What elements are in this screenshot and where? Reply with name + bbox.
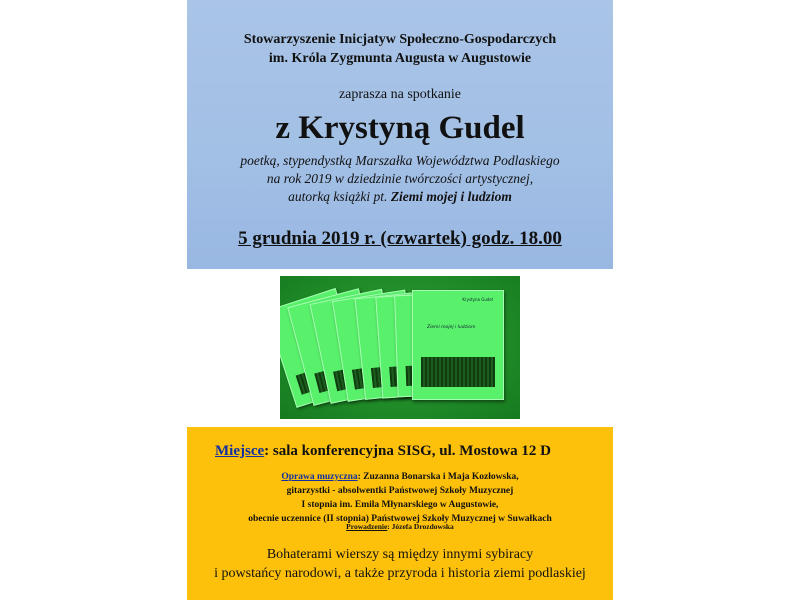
event-datetime: 5 grudnia 2019 r. (czwartek) godz. 18.00 bbox=[238, 228, 562, 249]
music-line3: obecnie uczennice (II stopnia) Państwowej Szkoły Muzycznej w Suwałkach bbox=[248, 514, 552, 524]
music-line2: I stopnia im. Emila Młynarskiego w Augustowie, bbox=[301, 500, 499, 510]
speaker-description-line3 bbox=[187, 188, 613, 205]
book-title: Ziemi mojej i ludziom bbox=[390, 189, 512, 204]
speaker-description-line2: na rok 2019 w dziedzinie twórczości artystycznej, bbox=[266, 171, 534, 186]
details-panel bbox=[187, 427, 613, 600]
books-photo bbox=[280, 276, 520, 419]
venue bbox=[215, 443, 613, 460]
host-label: Prowadzenie bbox=[346, 522, 388, 531]
music-performers: : Zuzanna Bonarska i Maja Kozłowska, bbox=[357, 472, 519, 482]
invitation-text: zaprasza na spotkanie bbox=[338, 87, 462, 102]
organization-name-line1: Stowarzyszenie Inicjatyw Społeczno-Gospodarczych bbox=[243, 32, 557, 47]
speaker-description-line1: poetką, stypendystką Marszałka Województwa Podlaskiego bbox=[240, 153, 560, 168]
booklet-author: Krystyna Gudel bbox=[462, 297, 493, 302]
booklet-title: Ziemi mojej i ludziom bbox=[427, 325, 476, 330]
host bbox=[187, 522, 613, 531]
venue-label: Miejsce bbox=[215, 443, 265, 459]
venue-text: : sala konferencyjna SISG, ul. Mostowa 12 D bbox=[264, 443, 551, 459]
organization-name-line2: im. Króla Zygmunta Augusta w Augustowie bbox=[268, 51, 532, 66]
host-name: : Józefa Drozdowska bbox=[387, 522, 454, 531]
booklet-front bbox=[412, 290, 504, 400]
header-panel bbox=[187, 0, 613, 269]
music-label: Oprawa muzyczna bbox=[281, 472, 358, 482]
book-prefix: autorką książki pt. bbox=[288, 189, 391, 204]
music-line0 bbox=[187, 470, 613, 484]
speaker-name: z Krystyną Gudel bbox=[275, 110, 525, 146]
heroes-line2: i powstańcy narodowi, a także przyroda i historia ziemi podlaskiej bbox=[214, 566, 586, 581]
heroes-line1: Bohaterami wierszy są między innymi sybiracy bbox=[266, 547, 534, 562]
music-line1: gitarzystki - absolwentki Państwowej Szkoły Muzycznej bbox=[286, 486, 514, 496]
